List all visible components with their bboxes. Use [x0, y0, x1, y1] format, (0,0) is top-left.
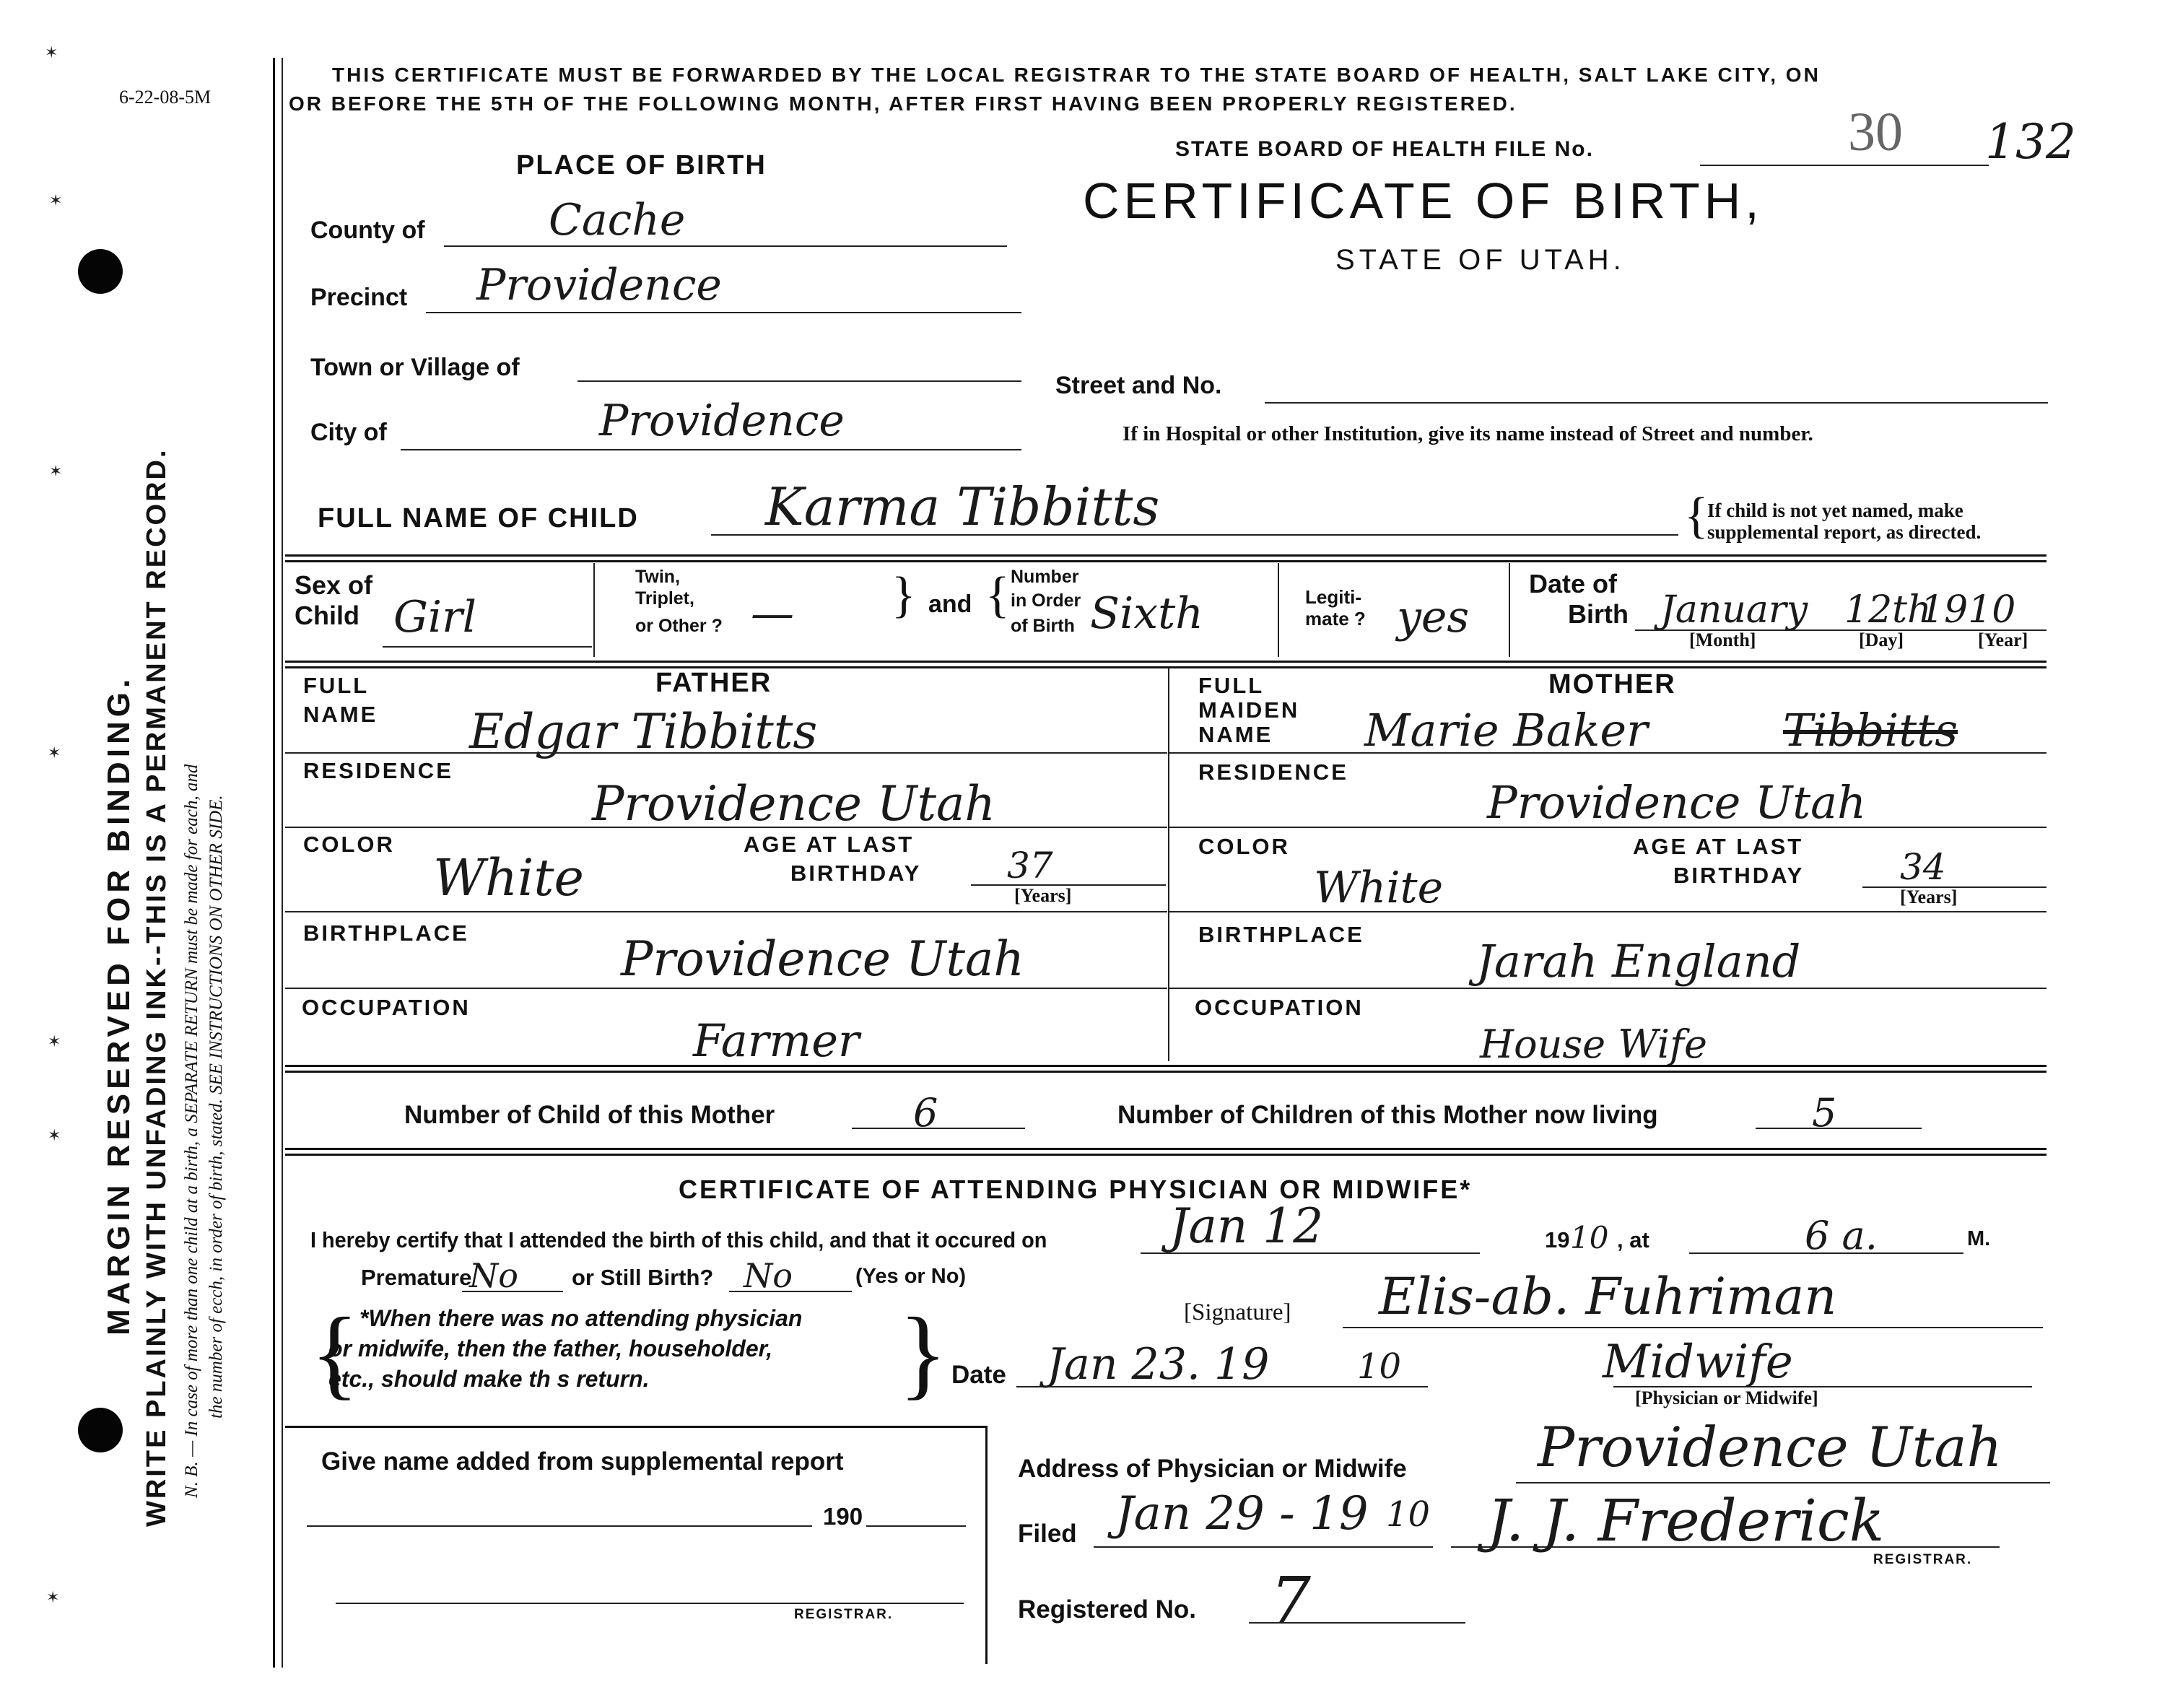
street-label: Street and No. [1055, 372, 1222, 399]
sex-label-1: Sex of [295, 570, 373, 600]
supplemental-right-border [985, 1426, 988, 1664]
town-label: Town or Village of [310, 354, 520, 381]
father-residence-line [285, 827, 1167, 828]
legit-label-1: Legiti- [1305, 586, 1361, 608]
children-living-value: 5 [1812, 1090, 1837, 1136]
child-number-line [852, 1128, 1025, 1129]
mother-color-line [1169, 911, 2047, 912]
twin-brace: } [892, 567, 916, 623]
mother-age-label-1: AGE AT LAST [1633, 834, 1804, 859]
mother-name-value: Marie Baker [1364, 704, 1648, 757]
registered-no-label: Registered No. [1018, 1595, 1196, 1624]
order-value: Sixth [1090, 588, 1203, 639]
city-value: Providence [599, 396, 845, 446]
father-years-caption: [Years] [1014, 885, 1072, 906]
registered-no-value: 7 [1270, 1563, 1311, 1637]
occurred-time-value: 6 a. [1805, 1213, 1878, 1258]
occurred-at-label: , at [1617, 1227, 1649, 1252]
certify-text: I hereby certify that I attended the birth of this child, and that it occured on [310, 1227, 1047, 1252]
child-name-note-1: If child is not yet named, make [1707, 500, 1963, 521]
child-number-label: Number of Child of this Mother [404, 1101, 775, 1129]
occurred-date-value: Jan 12 [1169, 1198, 1324, 1254]
city-line [401, 449, 1021, 450]
father-occupation-label: OCCUPATION [302, 995, 471, 1020]
filed-year-value: 10 [1386, 1494, 1431, 1535]
place-of-birth-heading: PLACE OF BIRTH [516, 150, 767, 180]
margin-binding-note: MARGIN RESERVED FOR BINDING. [101, 674, 136, 1336]
form-code: 6-22-08-5M [119, 87, 212, 108]
father-color-line [285, 911, 1167, 912]
supplemental-top-border [285, 1426, 985, 1428]
margin-tick: ✶ [48, 1126, 61, 1144]
mother-age-label-2: BIRTHDAY [1673, 863, 1805, 888]
precinct-value: Providence [476, 260, 722, 310]
no-physician-note-1: *When there was no attending physician [359, 1305, 803, 1331]
child-number-value: 6 [913, 1090, 938, 1136]
hospital-note: If in Hospital or other Institution, give its name instead of Street and number. [1123, 422, 1813, 445]
binding-hole-bottom [78, 1408, 123, 1452]
supplemental-registrar-line [336, 1603, 964, 1604]
mother-occupation-value: House Wife [1480, 1021, 1707, 1067]
child-name-label: FULL NAME OF CHILD [318, 503, 639, 533]
margin-tick: ✶ [45, 43, 58, 61]
father-name-label-1: FULL [303, 673, 370, 698]
mother-birthplace-line [1169, 988, 2047, 989]
twin-label-3: or Other ? [635, 616, 723, 636]
twin-value: — [751, 588, 794, 639]
header-instruction-1: THIS CERTIFICATE MUST BE FORWARDED BY THE LOCAL REGISTRAR TO THE STATE BOARD OF HEALTH, SALT LAKE CITY, ON [332, 64, 1821, 86]
binding-hole-top [78, 249, 123, 294]
father-name-line [285, 752, 1167, 754]
address-label: Address of Physician or Midwife [1018, 1455, 1407, 1483]
divider-sex [593, 563, 595, 657]
form-left-border [273, 58, 275, 1668]
father-birthplace-value: Providence Utah [621, 931, 1024, 987]
margin-tick: ✶ [46, 1588, 60, 1606]
physician-heading: CERTIFICATE OF ATTENDING PHYSICIAN OR MIDWIFE* [679, 1175, 1473, 1204]
twin-label-1: Twin, [635, 567, 681, 587]
sex-line [383, 646, 592, 648]
mother-residence-line [1169, 827, 2047, 828]
file-number-line [1700, 165, 1989, 166]
dob-day: 12th [1844, 588, 1932, 632]
divider-before-physician [285, 1148, 2047, 1156]
occurred-year-prefix: 19 [1545, 1227, 1570, 1252]
yes-no-label: (Yes or No) [855, 1265, 967, 1288]
legit-value: yes [1397, 592, 1470, 642]
father-birthplace-label: BIRTHPLACE [303, 920, 469, 946]
town-line [577, 380, 1021, 382]
permanent-ink-note: WRITE PLAINLY WITH UNFADING INK--THIS IS A PERMANENT RECORD. [141, 448, 172, 1527]
divider-legit [1509, 563, 1510, 657]
sex-value: Girl [393, 592, 476, 642]
nb-note-line2: the number of ecch, in order of birth, stated. SEE INSTRUCTIONS ON OTHER SIDE. [206, 795, 226, 1419]
city-label: City of [310, 419, 387, 446]
father-color-value: White [433, 848, 584, 907]
role-value: Midwife [1603, 1336, 1793, 1389]
mother-age-value: 34 [1900, 846, 1946, 888]
children-living-line [1756, 1128, 1922, 1129]
divider-after-child-name [285, 554, 2047, 562]
father-birthplace-line [285, 988, 1167, 989]
supplemental-year-line [866, 1525, 966, 1527]
filed-label: Filed [1018, 1520, 1077, 1548]
order-label-2: in Order [1011, 591, 1081, 611]
form-left-border-inner [282, 58, 283, 1668]
dob-month: January [1660, 588, 1808, 632]
registrar-caption: REGISTRAR. [1873, 1552, 1973, 1567]
father-name-value: Edgar Tibbitts [469, 704, 818, 759]
dob-label-1: Date of [1529, 569, 1618, 598]
mother-color-label: COLOR [1198, 834, 1290, 859]
mother-residence-label: RESIDENCE [1198, 759, 1348, 785]
file-number-extra: 132 [1985, 114, 2076, 170]
note-brace-right: } [899, 1297, 948, 1409]
header-instruction-2: OR BEFORE THE 5TH OF THE FOLLOWING MONTH, AFTER FIRST HAVING BEEN PROPERLY REGISTERED. [289, 92, 1517, 115]
filed-line [1094, 1546, 1433, 1548]
signature-line [1343, 1327, 2043, 1328]
sign-date-label: Date [951, 1361, 1006, 1389]
registrar-signature: J. J. Frederick [1487, 1487, 1885, 1554]
still-birth-value: No [744, 1256, 793, 1295]
mother-birthplace-value: Jarah England [1476, 935, 1801, 988]
occurred-year-value: 10 [1570, 1220, 1609, 1255]
order-label-1: Number [1011, 567, 1079, 587]
supplemental-label: Give name added from supplemental report [321, 1447, 844, 1476]
legit-label-2: mate ? [1305, 608, 1366, 629]
twin-label-2: Triplet, [635, 588, 694, 609]
mother-name-line [1169, 752, 2047, 754]
and-label: and [928, 591, 972, 618]
father-occupation-value: Farmer [693, 1014, 860, 1067]
mother-name-label-3: NAME [1198, 722, 1273, 747]
child-name-note-2: supplemental report, as directed. [1707, 521, 1982, 543]
street-line [1265, 402, 2048, 404]
dob-label-2: Birth [1568, 599, 1629, 629]
certificate-title: CERTIFICATE OF BIRTH, [1083, 173, 1764, 229]
county-label: County of [310, 217, 425, 244]
file-number: 30 [1848, 102, 1903, 162]
mother-name-label-1: FULL [1198, 673, 1265, 698]
mother-residence-value: Providence Utah [1487, 776, 1867, 829]
premature-value: No [469, 1256, 518, 1295]
father-name-label-2: NAME [303, 702, 378, 727]
mother-name-struck: Tibbitts [1783, 704, 1958, 757]
role-caption: [Physician or Midwife] [1635, 1387, 1818, 1408]
mother-color-value: White [1314, 863, 1444, 913]
dob-year: 1910 [1920, 588, 2016, 632]
father-age-label-1: AGE AT LAST [744, 832, 915, 857]
county-line [444, 245, 1007, 247]
sign-year-value: 10 [1357, 1346, 1402, 1387]
filed-date-value: Jan 29 - 19 [1115, 1487, 1369, 1541]
margin-tick: ✶ [48, 1032, 61, 1050]
address-value: Providence Utah [1538, 1415, 2002, 1479]
father-heading: FATHER [655, 668, 772, 698]
child-name-note-brace: { [1684, 488, 1709, 544]
county-value: Cache [549, 195, 686, 245]
sex-label-2: Child [295, 601, 359, 630]
sign-date-value: Jan 23. 19 [1047, 1339, 1270, 1390]
precinct-line [426, 312, 1021, 313]
parents-center-divider [1168, 668, 1169, 1061]
child-name-value: Karma Tibbitts [765, 476, 1160, 537]
premature-label: Premature [361, 1265, 472, 1290]
occurred-m-label: M. [1967, 1227, 1991, 1250]
divider-after-parents [285, 1065, 2047, 1073]
nb-note-line1: N. B. — In case of more than one child at a birth, a SEPARATE RETURN must be made for each, and [182, 764, 201, 1498]
address-line [1516, 1482, 2050, 1483]
certificate-subtitle: STATE OF UTAH. [1335, 244, 1626, 276]
signature-value: Elis-ab. Fuhriman [1379, 1267, 1837, 1326]
note-brace-left: { [310, 1297, 359, 1409]
father-color-label: COLOR [303, 832, 395, 857]
father-age-label-2: BIRTHDAY [790, 860, 922, 886]
margin-tick: ✶ [48, 744, 61, 762]
file-number-label: STATE BOARD OF HEALTH FILE No. [1175, 137, 1594, 161]
dob-day-caption: [Day] [1859, 629, 1904, 650]
no-physician-note-3: etc., should make th s return. [328, 1366, 650, 1392]
order-brace: { [985, 567, 1010, 623]
children-living-label: Number of Children of this Mother now living [1117, 1101, 1658, 1129]
still-birth-label: or Still Birth? [572, 1265, 714, 1290]
mother-occupation-label: OCCUPATION [1195, 995, 1364, 1020]
supplemental-registrar-label: REGISTRAR. [794, 1607, 894, 1622]
precinct-label: Precinct [310, 284, 408, 311]
supplemental-name-line [307, 1525, 812, 1527]
divider-order [1278, 563, 1279, 657]
mother-birthplace-label: BIRTHPLACE [1198, 922, 1364, 947]
margin-tick: ✶ [49, 191, 63, 209]
signature-label: [Signature] [1184, 1299, 1291, 1325]
dob-month-caption: [Month] [1689, 629, 1756, 650]
mother-years-caption: [Years] [1900, 886, 1958, 907]
father-residence-value: Providence Utah [592, 776, 995, 832]
divider-after-child-details [285, 661, 2047, 668]
dob-year-caption: [Year] [1978, 629, 2028, 650]
father-age-value: 37 [1007, 845, 1053, 886]
mother-name-label-2: MAIDEN [1198, 697, 1300, 723]
mother-heading: MOTHER [1548, 669, 1676, 700]
no-physician-note-2: or midwife, then the father, householder, [328, 1336, 773, 1361]
margin-tick: ✶ [49, 462, 63, 480]
order-label-3: of Birth [1011, 616, 1075, 636]
father-residence-label: RESIDENCE [303, 758, 453, 783]
supplemental-year-prefix: 190 [823, 1503, 863, 1530]
